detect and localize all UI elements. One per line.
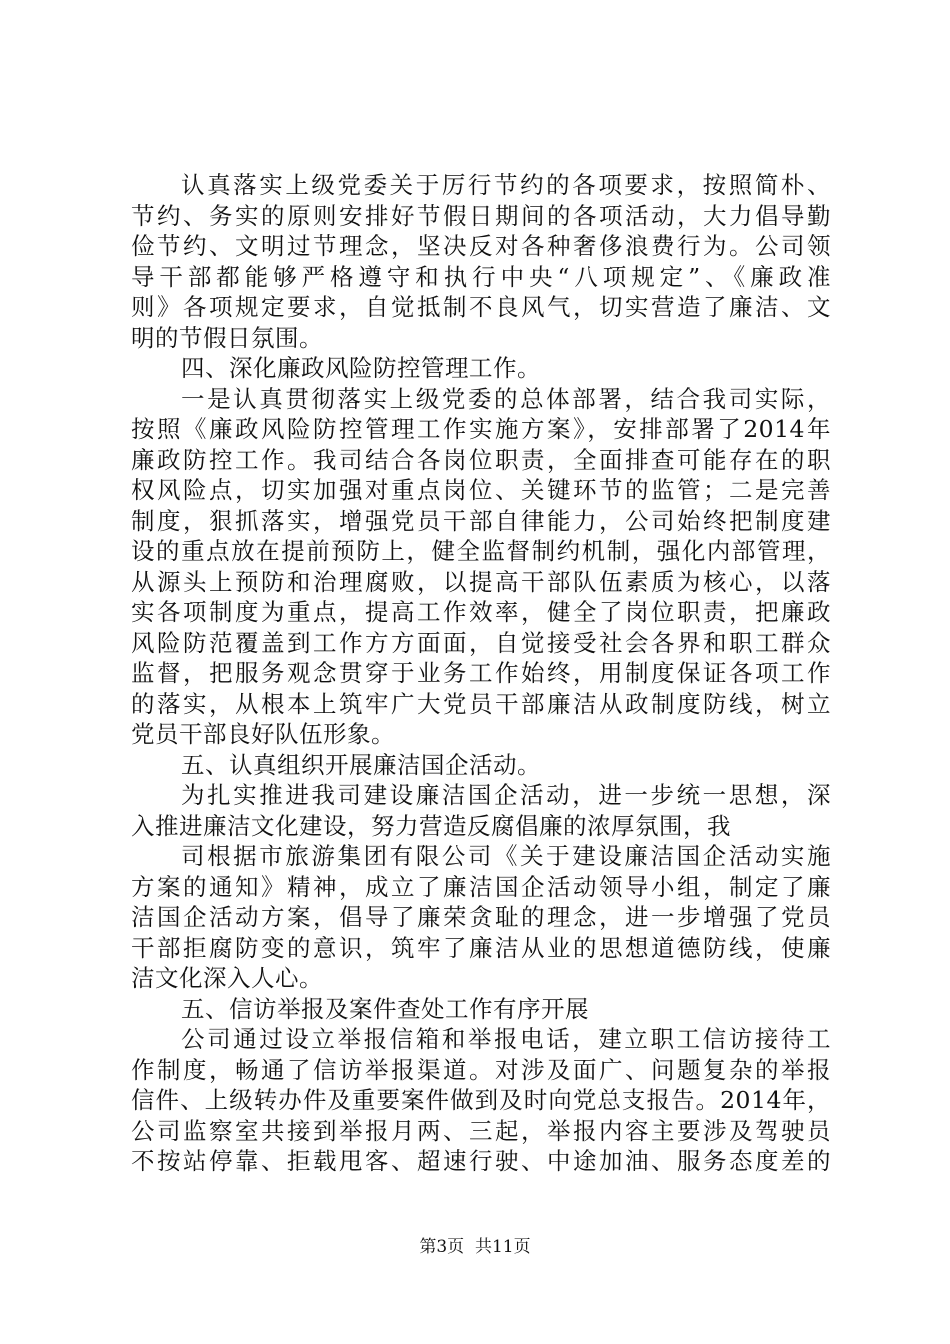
paragraph-line: 俭节约、文明过节理念，坚决反对各种奢侈浪费行为。公司领	[131, 232, 831, 260]
paragraph-line: 党员干部良好队伍形象。	[131, 720, 395, 748]
paragraph-line: 制度，狠抓落实，增强党员干部自律能力，公司始终把制度建	[131, 506, 831, 535]
paragraph-line: 方案的通知》精神，成立了廉洁国企活动领导小组，制定了廉	[131, 872, 831, 901]
paragraph-line: 权风险点，切实加强对重点岗位、关键环节的监管；二是完善	[131, 476, 831, 504]
page-number-footer	[0, 1236, 950, 1258]
paragraph-line: 公司通过设立举报信箱和举报电话，建立职工信访接待工	[181, 1025, 831, 1053]
paragraph-line: 作制度，畅通了信访举报渠道。对涉及面广、问题复杂的举报	[131, 1055, 831, 1084]
paragraph-line: 按照《廉政风险防控管理工作实施方案》，安排部署了2014年	[131, 415, 831, 443]
paragraph-line: 风险防范覆盖到工作方方面面，自觉接受社会各界和职工群众	[131, 628, 831, 657]
paragraph-line: 导干部都能够严格遵守和执行中央“八项规定”、《廉政准	[131, 262, 831, 291]
paragraph-line: 不按站停靠、拒载甩客、超速行驶、中途加油、服务态度差的	[131, 1147, 831, 1175]
section-heading: 五、信访举报及案件查处工作有序开展	[181, 994, 589, 1023]
paragraph-line: 公司监察室共接到举报月两、三起，举报内容主要涉及驾驶员	[131, 1116, 831, 1145]
paragraph-line: 监督，把服务观念贯穿于业务工作始终，用制度保证各项工作	[131, 659, 831, 687]
document-body	[131, 170, 831, 1177]
paragraph-line: 实各项制度为重点，提高工作效率，健全了岗位职责，把廉政	[131, 598, 831, 626]
paragraph-line: 司根据市旅游集团有限公司《关于建设廉洁国企活动实施	[181, 842, 831, 870]
paragraph-line: 节约、务实的原则安排好节假日期间的各项活动，大力倡导勤	[131, 201, 831, 230]
section-heading: 五、认真组织开展廉洁国企活动。	[181, 750, 541, 779]
paragraph-line: 入推进廉洁文化建设，努力营造反腐倡廉的浓厚氛围，我	[131, 811, 731, 840]
paragraph-line: 信件、上级转办件及重要案件做到及时向党总支报告。2014年，	[131, 1086, 831, 1114]
paragraph-line: 明的节假日氛围。	[131, 323, 323, 352]
paragraph-line: 的落实，从根本上筑牢广大党员干部廉洁从政制度防线，树立	[131, 689, 831, 718]
paragraph-line: 认真落实上级党委关于厉行节约的各项要求，按照简朴、	[181, 171, 831, 199]
paragraph-line: 干部拒腐防变的意识，筑牢了廉洁从业的思想道德防线，使廉	[131, 933, 831, 962]
paragraph-line: 一是认真贯彻落实上级党委的总体部署，结合我司实际，	[181, 384, 831, 413]
paragraph-line: 廉政防控工作。我司结合各岗位职责，全面排查可能存在的职	[131, 445, 831, 474]
page-number-label: 第3页 共11页	[419, 1237, 531, 1257]
paragraph-line: 洁文化深入人心。	[131, 964, 323, 992]
paragraph-line: 设的重点放在提前预防上，健全监督制约机制，强化内部管理，	[131, 537, 831, 565]
paragraph-line: 从源头上预防和治理腐败，以提高干部队伍素质为核心，以落	[131, 567, 831, 596]
section-heading: 四、深化廉政风险防控管理工作。	[181, 354, 541, 382]
paragraph-line: 为扎实推进我司建设廉洁国企活动，进一步统一思想，深	[181, 781, 831, 809]
paragraph-line: 洁国企活动方案，倡导了廉荣贪耻的理念，进一步增强了党员	[131, 903, 831, 931]
paragraph-line: 则》各项规定要求，自觉抵制不良风气，切实营造了廉洁、文	[131, 293, 831, 321]
